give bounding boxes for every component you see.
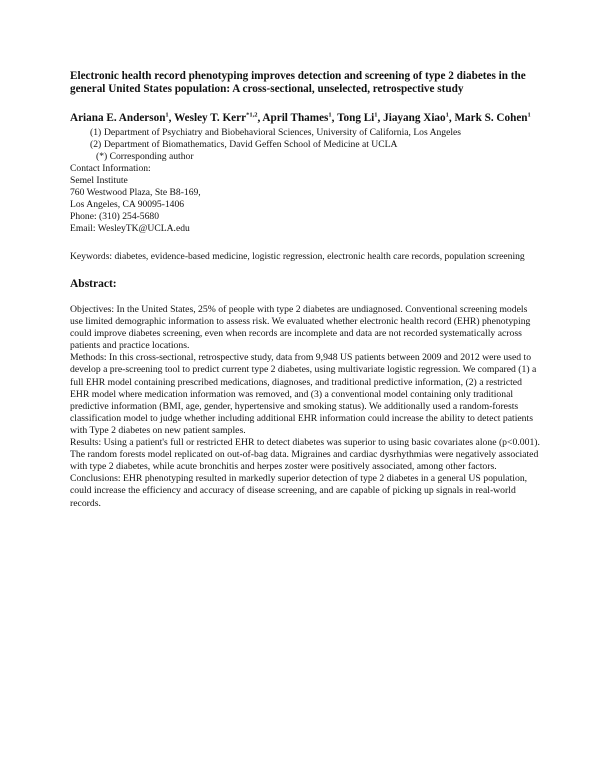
author: Jiayang Xiao$^1$,: [383, 111, 455, 124]
corresponding-author-note: (*) Corresponding author: [96, 151, 194, 162]
author: Mark S. Cohen$^1$: [454, 111, 531, 124]
author: April Thames$^1$,: [262, 111, 338, 124]
abstract-heading: Abstract:: [70, 278, 117, 290]
abstract-conclusions: Conclusions: EHR phenotyping resulted in markedly superior detection of type 2 diabetes in a general US population, could increase the efficiency and accuracy of disease screening, and are capable of picking up signals in real-world records.: [70, 473, 528, 509]
author-list: [70, 112, 540, 125]
paper-page: [70, 70, 540, 510]
author: Wesley T. Kerr$^{*1,2}$,: [174, 111, 263, 124]
contact-heading: Contact Information:: [70, 163, 151, 174]
contact-line: Los Angeles, CA 90095-1406: [70, 199, 185, 210]
abstract-methods: Methods: In this cross-sectional, retrospective study, data from 9,948 US patients between 2009 and 2012 were used to develop a pre-screening tool to predict current type 2 diabetes, using multivariate logistic regression. We compared (1) a full EHR model containing prescribed medications, diagnoses, and traditional predictive information, (2) a restricted EHR model where medication information was removed, and (3) a conventional model containing only traditional predictive information (BMI, age, gender, hypertensive and smoking status). We additionally used a random-forests classification model to judge whether including additional EHR information could increase the ability to detect patients with Type 2 diabetes on new patient samples.: [70, 352, 537, 436]
contact-information: [70, 163, 540, 235]
affiliation: (1) Department of Psychiatry and Biobehavioral Sciences, University of California, Los Angeles: [90, 127, 462, 138]
abstract-objectives: Objectives: In the United States, 25% of people with type 2 diabetes are undiagnosed. Conventional screening models use limited demographic information to assess risk. We evaluated whether electronic health record (EHR) phenotyping could improve diabetes screening, even when records are incomplete and data are not recorded systematically across patients and practice locations.: [70, 304, 531, 352]
paper-title: Electronic health record phenotyping improves detection and screening of type 2 diabetes in the general United States population: A cross-sectional, unselected, retrospective study: [70, 70, 526, 95]
abstract-results: Results: Using a patient's full or restricted EHR to detect diabetes was superior to using basic covariates alone (p<0.001). The random forests model replicated on out-of-bag data. Migraines and cardiac dysrhythmias were negatively associated with type 2 diabetes, while acute bronchitis and herpes zoster were positively associated, among other factors.: [70, 437, 540, 473]
contact-line: 760 Westwood Plaza, Ste B8-169,: [70, 187, 201, 198]
contact-line: Semel Institute: [70, 175, 128, 186]
abstract-body: [70, 304, 540, 510]
affiliation: (2) Department of Biomathematics, David Geffen School of Medicine at UCLA: [90, 139, 398, 150]
contact-line: Phone: (310) 254-5680: [70, 211, 159, 222]
affiliation-list: [70, 127, 540, 151]
contact-email[interactable]: Email: WesleyTK@UCLA.edu: [70, 223, 190, 234]
author: Tong Li$^1$,: [337, 111, 384, 124]
keywords: Keywords: diabetes, evidence-based medicine, logistic regression, electronic health care records, population screening: [70, 251, 525, 262]
author: Ariana E. Anderson$^1$,: [70, 111, 175, 124]
